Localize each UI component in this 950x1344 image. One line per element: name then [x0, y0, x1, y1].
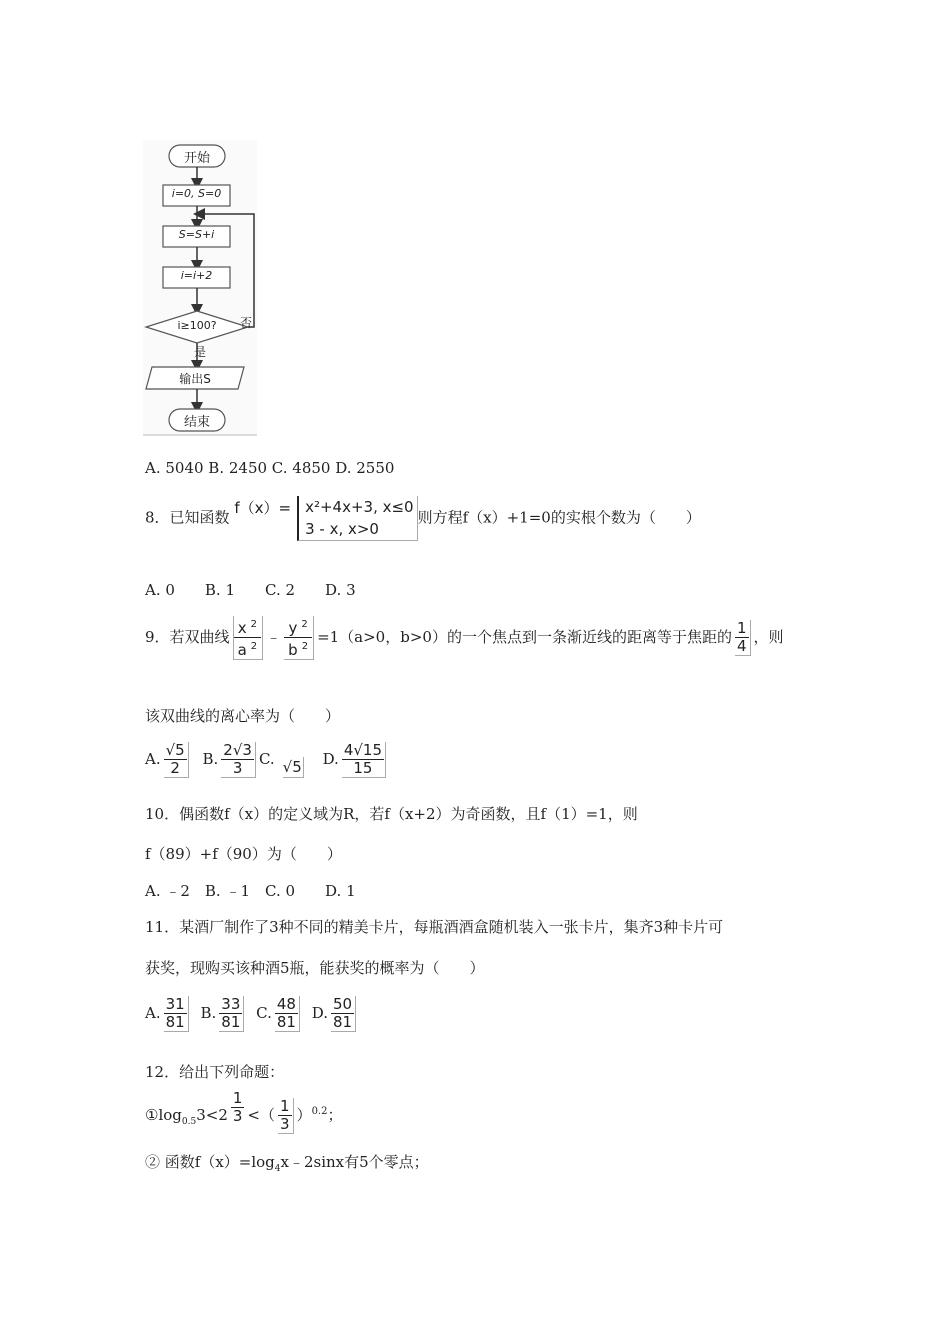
- q8-piecewise: [297, 496, 418, 541]
- q11-line1: 11．某酒厂制作了3种不同的精美卡片，每瓶酒酒盒随机装入一张卡片，集齐3种卡片可: [145, 918, 724, 936]
- q11-options: A. $\frac{31}{81}$ B. $\frac{33}{81}$ C. $\frac{48}{81}$ D. $\frac{50}{81}$: [145, 996, 359, 1032]
- flow-step2-label: i=i+2: [180, 269, 213, 282]
- q9-post: =1（a>0，b>0）的一个焦点到一条渐近线的距离等于焦距的: [317, 628, 732, 646]
- q9-option-c: √5: [282, 758, 302, 776]
- q9-quarter: $\frac{1}{4}$: [735, 620, 751, 656]
- q12-item1-base-frac: $\frac{1}{3}$: [278, 1098, 294, 1134]
- q11-line2: 获奖，现购买该种酒5瓶，能获奖的概率为（ ）: [145, 959, 485, 977]
- q9-frac-y: $\frac{y ^2}{b ^2}$: [284, 616, 314, 660]
- q9-tail: ，则: [753, 628, 784, 646]
- q11-option-d: $\frac{50}{81}$: [331, 996, 356, 1032]
- q8-piece2: 3 - x, x>0: [305, 520, 379, 538]
- q9-line2: 该双曲线的离心率为（ ）: [145, 707, 341, 725]
- q9-option-d: $\frac{4√15}{15}$: [342, 742, 386, 778]
- flow-cond-label: i≥100?: [177, 319, 217, 332]
- q8-fx: f（x）=: [234, 498, 292, 517]
- q11-option-a: $\frac{31}{81}$: [164, 996, 189, 1032]
- flow-no-label: 否: [240, 316, 253, 330]
- q9-option-a: $\frac{√5}{2}$: [164, 742, 189, 778]
- q10-line1: 10．偶函数f（x）的定义域为R，若f（x+2）为奇函数，且f（1）=1，则: [145, 805, 638, 823]
- q12-item1-exp-frac: $\frac{1}{3}$: [232, 1089, 243, 1125]
- q9-pre: 若双曲线: [169, 628, 230, 646]
- q8-options: A. 0 B. 1 C. 2 D. 3: [145, 581, 356, 599]
- q12-item2: ② 函数$f(x)=\log_4x﹣2\sin x$有5个零点；: [145, 1153, 429, 1174]
- q12-title: 12．给出下列命题：: [145, 1063, 285, 1081]
- q8-question: [145, 496, 701, 541]
- flow-end-label: 结束: [183, 415, 210, 430]
- flow-step1-label: S=S+i: [178, 228, 215, 241]
- q8-piece1: x²+4x+3, x≤0: [305, 498, 414, 516]
- q11-option-c: $\frac{48}{81}$: [275, 996, 300, 1032]
- q9-question: 9．若双曲线 $\frac{x ^2}{a ^2}$ ﹣ $\frac{y ^2}{b ^2}$ =1（a>0，b>0）的一个焦点到一条渐近线的距离等于焦距的 $\frac{1}{4}$ ，则: [145, 616, 784, 660]
- q8-number: 8．: [145, 508, 170, 527]
- q11-option-b: $\frac{33}{81}$: [219, 996, 244, 1032]
- q9-options: A. $\frac{√5}{2}$ B. $\frac{2√3}{3}$ C. √5 D. $\frac{4√15}{15}$: [145, 742, 389, 778]
- q8-post: 则方程f（x）+1=0的实根个数为（ ）: [417, 508, 701, 527]
- flow-yes-label: 是: [194, 345, 207, 359]
- q9-frac-x: $\frac{x ^2}{a ^2}$: [233, 616, 264, 660]
- flow-start-label: 开始: [183, 151, 210, 166]
- q9-number: 9．: [145, 628, 170, 646]
- q7-options: A. 5040 B. 2450 C. 4850 D. 2550: [145, 459, 395, 477]
- q10-line2: f（89）+f（90）为（ ）: [145, 845, 342, 863]
- q10-options: A. ﹣2 B. ﹣1 C. 0 D. 1: [145, 882, 356, 900]
- flow-output-label: 输出S: [179, 372, 211, 386]
- q12-item1: $①\log_{0.5}3<2$ $\frac{1}{3}$ <（ $\frac{1}{3}$ ）$^{0.2}$；: [145, 1089, 343, 1133]
- flow-init-label: i=0, S=0: [171, 187, 222, 200]
- q8-pre: 已知函数: [169, 508, 230, 527]
- q9-option-b: $\frac{2√3}{3}$: [221, 742, 256, 778]
